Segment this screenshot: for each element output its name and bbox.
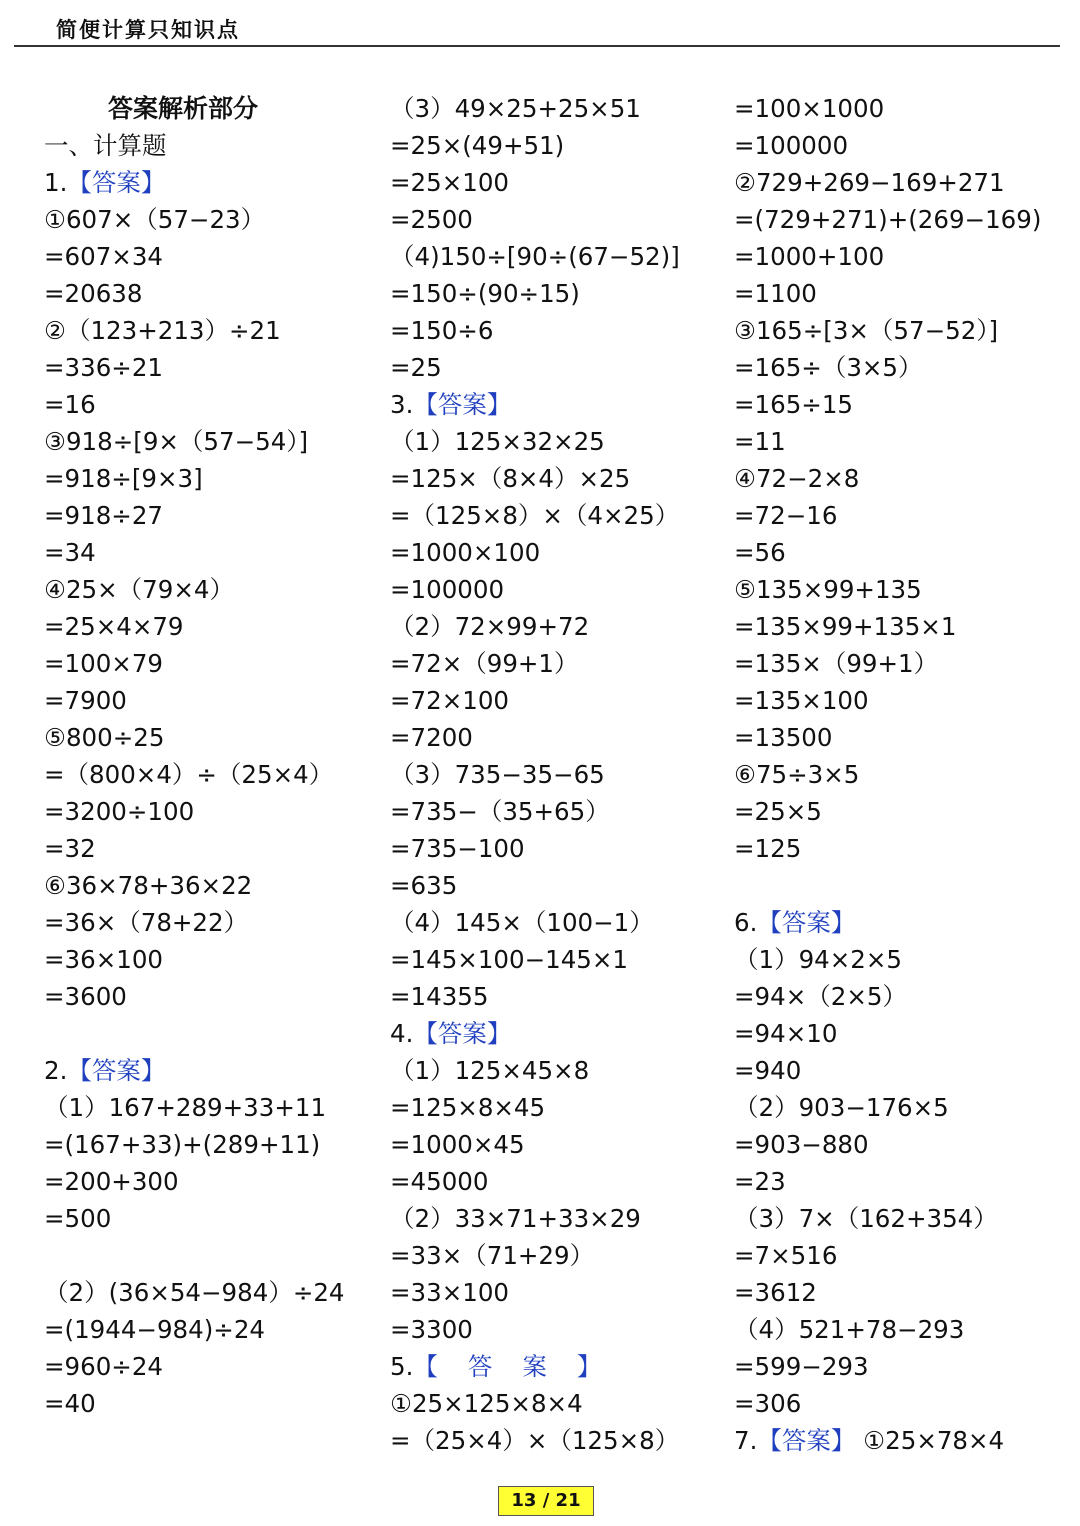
solution-line bbox=[734, 645, 1064, 682]
line-text: =3300 bbox=[390, 1315, 473, 1344]
line-text: =56 bbox=[734, 538, 786, 567]
solution-line bbox=[44, 978, 374, 1015]
answer-tag: 【答案】 bbox=[413, 1352, 632, 1381]
header-divider bbox=[14, 45, 1060, 47]
solution-line bbox=[734, 1200, 1064, 1237]
solution-line bbox=[734, 1126, 1064, 1163]
solution-line bbox=[734, 1385, 1064, 1422]
solution-line bbox=[734, 978, 1064, 1015]
line-text: （3）7×（162+354） bbox=[734, 1204, 998, 1233]
line-text: =33×（71+29） bbox=[390, 1241, 595, 1270]
line-text: =2500 bbox=[390, 205, 473, 234]
solution-line bbox=[390, 1237, 720, 1274]
solution-line bbox=[390, 90, 720, 127]
solution-line bbox=[44, 1163, 374, 1200]
solution-line bbox=[390, 1200, 720, 1237]
solution-line bbox=[390, 1163, 720, 1200]
line-text: =3612 bbox=[734, 1278, 817, 1307]
solution-line bbox=[734, 1089, 1064, 1126]
line-text: =165÷（3×5） bbox=[734, 353, 923, 382]
solution-line bbox=[734, 1274, 1064, 1311]
line-text: =40 bbox=[44, 1389, 96, 1418]
line-text: =1000×100 bbox=[390, 538, 541, 567]
page-number: 13 / 21 bbox=[498, 1486, 594, 1516]
answer-tag: 【答案】 bbox=[757, 908, 856, 937]
solution-line bbox=[44, 201, 374, 238]
solution-line bbox=[390, 1126, 720, 1163]
line-text: ⑤800÷25 bbox=[44, 723, 165, 752]
line-text: ②729+269−169+271 bbox=[734, 168, 1005, 197]
line-text: ③918÷[9×（57−54）] bbox=[44, 427, 309, 456]
line-text: =（25×4）×（125×8） bbox=[390, 1426, 680, 1455]
line-text: =607×34 bbox=[44, 242, 163, 271]
solution-line bbox=[390, 1385, 720, 1422]
section-subheading bbox=[44, 127, 374, 164]
line-text: （2）(36×54−984）÷24 bbox=[44, 1278, 345, 1307]
solution-line bbox=[734, 830, 1064, 867]
line-text: ⑤135×99+135 bbox=[734, 575, 922, 604]
line-text: 1. bbox=[44, 168, 68, 197]
solution-line bbox=[44, 719, 374, 756]
solution-line bbox=[44, 1089, 374, 1126]
solution-line bbox=[734, 571, 1064, 608]
line-text: =200+300 bbox=[44, 1167, 179, 1196]
line-text: （1）94×2×5 bbox=[734, 945, 902, 974]
solution-line bbox=[390, 793, 720, 830]
solution-line bbox=[734, 460, 1064, 497]
line-text: =918÷27 bbox=[44, 501, 163, 530]
question-label bbox=[390, 386, 720, 423]
line-text: =23 bbox=[734, 1167, 786, 1196]
line-text: =1100 bbox=[734, 279, 817, 308]
solution-line bbox=[390, 238, 720, 275]
line-text: （1）125×32×25 bbox=[390, 427, 605, 456]
line-text: （2）72×99+72 bbox=[390, 612, 590, 641]
line-text: =100×1000 bbox=[734, 94, 885, 123]
line-text: ②（123+213）÷21 bbox=[44, 316, 281, 345]
answer-tag: 【答案】 bbox=[413, 390, 512, 419]
line-text: =14355 bbox=[390, 982, 489, 1011]
solution-line bbox=[390, 719, 720, 756]
line-text: =16 bbox=[44, 390, 96, 419]
line-text-trailing: ①25×78×4 bbox=[855, 1426, 1005, 1455]
blank-line bbox=[44, 1015, 374, 1052]
answer-column-3 bbox=[734, 90, 1064, 1459]
line-text: ③165÷[3×（57−52）] bbox=[734, 316, 999, 345]
solution-line bbox=[44, 904, 374, 941]
line-text: =100000 bbox=[390, 575, 505, 604]
line-text: =94×（2×5） bbox=[734, 982, 907, 1011]
line-text: （2）903−176×5 bbox=[734, 1093, 949, 1122]
line-text: 3. bbox=[390, 390, 414, 419]
line-text: =150÷(90÷15) bbox=[390, 279, 580, 308]
solution-line bbox=[44, 1311, 374, 1348]
line-text: ④25×（79×4） bbox=[44, 575, 234, 604]
solution-line bbox=[390, 460, 720, 497]
solution-line bbox=[734, 534, 1064, 571]
line-text: =36×100 bbox=[44, 945, 163, 974]
solution-line bbox=[390, 423, 720, 460]
line-text: =(729+271)+(269−169) bbox=[734, 205, 1042, 234]
line-text: =25×(49+51) bbox=[390, 131, 565, 160]
blank-line bbox=[734, 867, 1064, 904]
answer-tag: 【答案】 bbox=[413, 1019, 512, 1048]
solution-line bbox=[734, 238, 1064, 275]
solution-line bbox=[44, 941, 374, 978]
line-text: （1）125×45×8 bbox=[390, 1056, 590, 1085]
solution-line bbox=[734, 497, 1064, 534]
solution-line bbox=[390, 127, 720, 164]
question-label bbox=[390, 1348, 720, 1385]
solution-line bbox=[44, 682, 374, 719]
solution-line bbox=[44, 386, 374, 423]
line-text: ①607×（57−23） bbox=[44, 205, 266, 234]
line-text: =735−（35+65） bbox=[390, 797, 610, 826]
line-text: =135×100 bbox=[734, 686, 869, 715]
solution-line bbox=[44, 793, 374, 830]
line-text: =735−100 bbox=[390, 834, 525, 863]
line-text: =100×79 bbox=[44, 649, 163, 678]
line-text: =135×（99+1） bbox=[734, 649, 939, 678]
solution-line bbox=[390, 164, 720, 201]
line-text: =7900 bbox=[44, 686, 127, 715]
solution-line bbox=[390, 904, 720, 941]
solution-line bbox=[44, 460, 374, 497]
solution-line bbox=[44, 645, 374, 682]
line-text: =940 bbox=[734, 1056, 802, 1085]
solution-line bbox=[44, 312, 374, 349]
line-text: 6. bbox=[734, 908, 758, 937]
line-text: =125×（8×4）×25 bbox=[390, 464, 631, 493]
line-text: =336÷21 bbox=[44, 353, 163, 382]
solution-line bbox=[390, 1274, 720, 1311]
answer-tag: 【答案】 bbox=[67, 1056, 166, 1085]
line-text: =599−293 bbox=[734, 1352, 869, 1381]
line-text: =13500 bbox=[734, 723, 833, 752]
line-text: =（125×8）×（4×25） bbox=[390, 501, 680, 530]
solution-line bbox=[390, 1089, 720, 1126]
line-text: ⑥75÷3×5 bbox=[734, 760, 860, 789]
line-text: =1000×45 bbox=[390, 1130, 525, 1159]
blank-line bbox=[44, 1237, 374, 1274]
question-label bbox=[390, 1015, 720, 1052]
line-text: （3）735−35−65 bbox=[390, 760, 605, 789]
solution-line bbox=[390, 1422, 720, 1459]
line-text: ⑥36×78+36×22 bbox=[44, 871, 253, 900]
solution-line bbox=[734, 312, 1064, 349]
solution-line bbox=[734, 349, 1064, 386]
solution-line bbox=[44, 1126, 374, 1163]
solution-line bbox=[390, 497, 720, 534]
solution-line bbox=[390, 349, 720, 386]
solution-line bbox=[44, 349, 374, 386]
line-text: =165÷15 bbox=[734, 390, 853, 419]
solution-line bbox=[44, 867, 374, 904]
solution-line bbox=[44, 1200, 374, 1237]
answer-tag: 【答案】 bbox=[757, 1426, 856, 1455]
solution-line bbox=[44, 1385, 374, 1422]
line-text: =903−880 bbox=[734, 1130, 869, 1159]
solution-line bbox=[390, 275, 720, 312]
solution-line bbox=[734, 164, 1064, 201]
solution-line bbox=[44, 830, 374, 867]
line-text: =11 bbox=[734, 427, 786, 456]
line-text: 答案解析部分 bbox=[108, 94, 259, 123]
solution-line bbox=[44, 497, 374, 534]
section-heading bbox=[44, 90, 374, 127]
solution-line bbox=[734, 201, 1064, 238]
solution-line bbox=[734, 1015, 1064, 1052]
line-text: =960÷24 bbox=[44, 1352, 163, 1381]
question-label bbox=[44, 164, 374, 201]
line-text: =(1944−984)÷24 bbox=[44, 1315, 265, 1344]
page-header-title: 简便计算只知识点 bbox=[56, 17, 240, 42]
solution-line bbox=[390, 867, 720, 904]
solution-line bbox=[734, 90, 1064, 127]
answer-tag: 【答案】 bbox=[67, 168, 166, 197]
line-text: （1）167+289+33+11 bbox=[44, 1093, 327, 1122]
solution-line bbox=[734, 608, 1064, 645]
solution-line bbox=[44, 534, 374, 571]
line-text: =94×10 bbox=[734, 1019, 838, 1048]
line-text: =100000 bbox=[734, 131, 849, 160]
answer-column-1 bbox=[44, 90, 374, 1422]
line-text: =72×100 bbox=[390, 686, 509, 715]
solution-line bbox=[44, 756, 374, 793]
solution-line bbox=[390, 201, 720, 238]
line-text: =306 bbox=[734, 1389, 802, 1418]
solution-line bbox=[390, 645, 720, 682]
line-text: 7. bbox=[734, 1426, 758, 1455]
question-label bbox=[44, 1052, 374, 1089]
line-text: =20638 bbox=[44, 279, 143, 308]
line-text: 2. bbox=[44, 1056, 68, 1085]
solution-line bbox=[734, 1311, 1064, 1348]
line-text: 5. bbox=[390, 1352, 414, 1381]
line-text: ①25×125×8×4 bbox=[390, 1389, 583, 1418]
line-text: 一、计算题 bbox=[44, 131, 167, 160]
line-text: =25×100 bbox=[390, 168, 509, 197]
line-text: =918÷[9×3] bbox=[44, 464, 203, 493]
solution-line bbox=[390, 682, 720, 719]
line-text: =145×100−145×1 bbox=[390, 945, 628, 974]
line-text: =3200÷100 bbox=[44, 797, 195, 826]
solution-line bbox=[390, 756, 720, 793]
solution-line bbox=[44, 608, 374, 645]
solution-line bbox=[734, 793, 1064, 830]
solution-line bbox=[734, 756, 1064, 793]
line-text: =150÷6 bbox=[390, 316, 494, 345]
line-text: =1000+100 bbox=[734, 242, 885, 271]
line-text: （4)150÷[90÷(67−52)] bbox=[390, 242, 680, 271]
solution-line bbox=[734, 719, 1064, 756]
line-text: =3600 bbox=[44, 982, 127, 1011]
line-text: =72×（99+1） bbox=[390, 649, 579, 678]
solution-line bbox=[734, 941, 1064, 978]
line-text: ④72−2×8 bbox=[734, 464, 860, 493]
solution-line bbox=[44, 423, 374, 460]
line-text: =（800×4）÷（25×4） bbox=[44, 760, 334, 789]
line-text: =7200 bbox=[390, 723, 473, 752]
solution-line bbox=[44, 1348, 374, 1385]
solution-line bbox=[44, 275, 374, 312]
line-text: （2）33×71+33×29 bbox=[390, 1204, 641, 1233]
solution-line bbox=[390, 1052, 720, 1089]
question-label bbox=[734, 1422, 1064, 1459]
line-text: =36×（78+22） bbox=[44, 908, 249, 937]
line-text: （4）145×（100−1） bbox=[390, 908, 654, 937]
solution-line bbox=[734, 682, 1064, 719]
line-text: （4）521+78−293 bbox=[734, 1315, 965, 1344]
line-text: =25×4×79 bbox=[44, 612, 184, 641]
solution-line bbox=[734, 1237, 1064, 1274]
line-text: =(167+33)+(289+11) bbox=[44, 1130, 321, 1159]
line-text: =135×99+135×1 bbox=[734, 612, 957, 641]
solution-line bbox=[734, 1348, 1064, 1385]
line-text: =32 bbox=[44, 834, 96, 863]
line-text: =125×8×45 bbox=[390, 1093, 546, 1122]
line-text: =500 bbox=[44, 1204, 112, 1233]
solution-line bbox=[734, 1052, 1064, 1089]
line-text: （3）49×25+25×51 bbox=[390, 94, 641, 123]
solution-line bbox=[390, 312, 720, 349]
solution-line bbox=[44, 238, 374, 275]
line-text: 4. bbox=[390, 1019, 414, 1048]
solution-line bbox=[390, 571, 720, 608]
solution-line bbox=[390, 534, 720, 571]
solution-line bbox=[44, 1274, 374, 1311]
solution-line bbox=[44, 571, 374, 608]
line-text: =72−16 bbox=[734, 501, 838, 530]
solution-line bbox=[734, 386, 1064, 423]
solution-line bbox=[390, 941, 720, 978]
solution-line bbox=[390, 608, 720, 645]
solution-line bbox=[390, 830, 720, 867]
line-text: =635 bbox=[390, 871, 458, 900]
line-text: =45000 bbox=[390, 1167, 489, 1196]
answer-column-2 bbox=[390, 90, 720, 1459]
question-label bbox=[734, 904, 1064, 941]
line-text: =25 bbox=[390, 353, 442, 382]
line-text: =34 bbox=[44, 538, 96, 567]
solution-line bbox=[734, 127, 1064, 164]
line-text: =125 bbox=[734, 834, 802, 863]
solution-line bbox=[390, 1311, 720, 1348]
line-text: =25×5 bbox=[734, 797, 822, 826]
solution-line bbox=[734, 423, 1064, 460]
line-text: =7×516 bbox=[734, 1241, 838, 1270]
solution-line bbox=[734, 1163, 1064, 1200]
line-text: =33×100 bbox=[390, 1278, 509, 1307]
solution-line bbox=[734, 275, 1064, 312]
solution-line bbox=[390, 978, 720, 1015]
